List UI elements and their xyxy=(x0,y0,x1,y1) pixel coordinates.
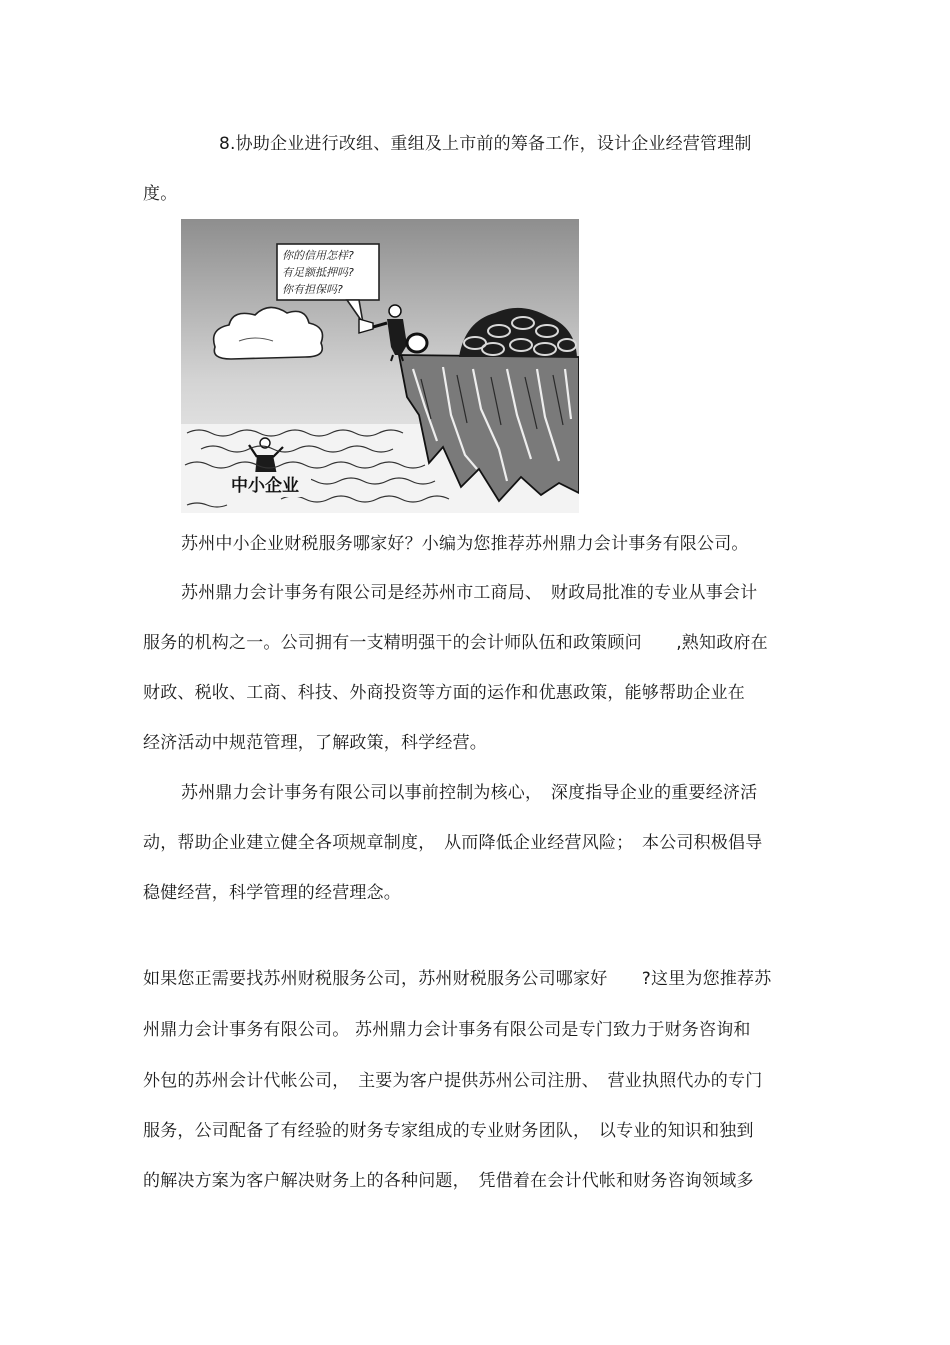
para2-line-2: 服务的机构之一。公司拥有一支精明强干的会计师队伍和政策顾问 ,熟知政府在 xyxy=(143,633,768,653)
sme-label: 中小企业 xyxy=(231,476,299,496)
bubble-line-2: 有足额抵押吗? xyxy=(282,266,354,279)
para4-line-2: 州鼎力会计事务有限公司。 苏州鼎力会计事务有限公司是专门致力于财务咨询和 xyxy=(143,1020,751,1040)
para3-line-3: 稳健经营，科学管理的经营理念。 xyxy=(143,883,401,903)
para3-line-1: 苏州鼎力会计事务有限公司以事前控制为核心， 深度指导企业的重要经济活 xyxy=(181,783,758,803)
para3-line-2: 动，帮助企业建立健全各项规章制度， 从而降低企业经营风险； 本公司积极倡导 xyxy=(143,833,763,853)
sme-financing-cartoon xyxy=(181,219,579,513)
life-ring-icon xyxy=(407,334,427,352)
intro-line-2: 度。 xyxy=(143,184,178,204)
intro-line-1: 8.协助企业进行改组、重组及上市前的筹备工作，设计企业经营管理制 xyxy=(219,134,752,154)
bubble-line-3: 你有担保吗? xyxy=(282,283,343,296)
para2-line-1: 苏州鼎力会计事务有限公司是经苏州市工商局、 财政局批准的专业从事会计 xyxy=(181,583,758,603)
para4-line-3: 外包的苏州会计代帐公司， 主要为客户提供苏州公司注册、 营业执照代办的专门 xyxy=(143,1071,763,1091)
bubble-line-1: 你的信用怎样? xyxy=(282,249,354,262)
para2-line-4: 经济活动中规范管理，了解政策，科学经营。 xyxy=(143,733,487,753)
para2-line-3: 财政、税收、工商、科技、外商投资等方面的运作和优惠政策，能够帮助企业在 xyxy=(143,683,745,703)
para4-line-5: 的解决方案为客户解决财务上的各种问题， 凭借着在会计代帐和财务咨询领域多 xyxy=(143,1171,754,1191)
para4-line-1: 如果您正需要找苏州财税服务公司，苏州财税服务公司哪家好 ?这里为您推荐苏 xyxy=(143,969,772,989)
para4-line-4: 服务，公司配备了有经验的财务专家组成的专业财务团队， 以专业的知识和独到 xyxy=(143,1121,754,1141)
para1-line-1: 苏州中小企业财税服务哪家好？小编为您推荐苏州鼎力会计事务有限公司。 xyxy=(181,534,749,554)
